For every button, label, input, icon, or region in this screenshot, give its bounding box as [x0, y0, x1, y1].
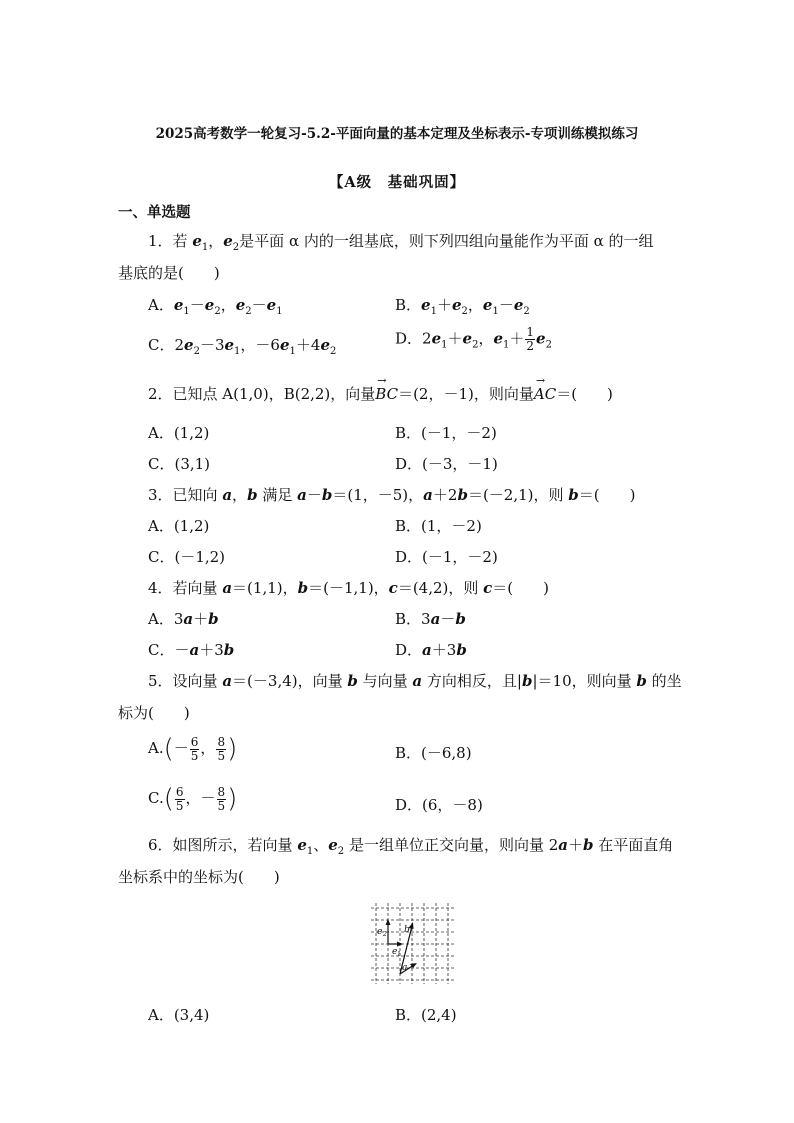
question-6: 6．如图所示，若向量 $e_1$、$e_2$ 是一组单位正交向量，则向量 2a＋b 在平面直角	[148, 836, 674, 857]
question-2: 2．已知点 A(1,0)，B(2,2)，向量→ BC＝(2，－1)，则向量→ AC＝( )	[148, 383, 613, 404]
q6-option-a[interactable]: A．(3,4)	[148, 1006, 210, 1024]
q3-option-a[interactable]: A．(1,2)	[148, 517, 210, 535]
svg-text:e: e	[392, 947, 398, 957]
q5-option-b[interactable]: B．(－6,8)	[395, 744, 472, 762]
vector-bc: → BC	[375, 385, 398, 403]
q3-option-d[interactable]: D．(－1，－2)	[395, 548, 498, 566]
svg-text:b: b	[404, 925, 410, 935]
svg-text:2: 2	[383, 931, 387, 938]
question-1: 1．若 $e_1$，$e_2$是平面 α 内的一组基底，则下列四组向量能作为平面 α 的一组	[148, 232, 654, 253]
q5-option-c[interactable]: C.( $\frac{6}{5}$ ，－ $\frac{8}{5}$ )	[148, 784, 238, 814]
fraction: $\frac{1}{2}$	[526, 325, 535, 353]
q3-option-b[interactable]: B．(1，－2)	[395, 517, 482, 535]
q2-option-d[interactable]: D．(－3，－1)	[395, 455, 498, 473]
question-4: 4．若向量 a＝(1,1)，b＝(－1,1)，c＝(4,2)，则 c＝( )	[148, 579, 549, 597]
svg-text:a: a	[402, 963, 408, 973]
level-heading: 【A级 基础巩固】	[328, 174, 466, 191]
q2-option-a[interactable]: A．(1,2)	[148, 424, 210, 442]
section-heading: 一、单选题	[118, 204, 191, 221]
q4-option-b[interactable]: B．3a－b	[395, 610, 466, 628]
q4-option-c[interactable]: C．－a＋3b	[148, 641, 235, 659]
q2-option-c[interactable]: C．(3,1)	[148, 455, 211, 473]
q6-option-b[interactable]: B．(2,4)	[395, 1006, 457, 1024]
q4-option-d[interactable]: D．a＋3b	[395, 641, 467, 659]
question-5-cont: 标为( )	[118, 704, 190, 722]
question-5: 5．设向量 a＝(－3,4)，向量 b 与向量 a 方向相反，且|b|＝10，则向量 b 的坐	[148, 672, 682, 690]
vector-grid-figure	[366, 898, 460, 990]
q3-option-c[interactable]: C．(－1,2)	[148, 548, 226, 566]
q2-option-b[interactable]: B．(－1，－2)	[395, 424, 497, 442]
q1-option-c[interactable]: C．$2e_2-3e_1$，$-6e_1+4e_2$	[148, 336, 337, 357]
svg-text:e: e	[377, 927, 383, 937]
q1-option-a[interactable]: A．$e_1-e_2$，$e_2-e_1$	[148, 296, 283, 317]
q5-option-d[interactable]: D．(6，－8)	[395, 796, 483, 814]
q5-option-a[interactable]: A.(－ $\frac{6}{5}$ ， $\frac{8}{5}$ )	[148, 734, 238, 764]
question-6-cont: 坐标系中的坐标为( )	[118, 868, 280, 886]
q4-option-a[interactable]: A．3a＋b	[148, 610, 219, 628]
vector-ac: → AC	[534, 385, 556, 403]
question-3: 3．已知向 a，b 满足 a－b＝(1，－5)，a＋2b＝(－2,1)，则 b＝( )	[148, 486, 636, 504]
q1-option-d[interactable]: D．$2e_1+e_2$，$e_1+$ $\frac{1}{2}$ $e_2$	[395, 325, 552, 353]
q1-option-b[interactable]: B．$e_1+e_2$，$e_1-e_2$	[395, 296, 530, 317]
page-title: 2025高考数学一轮复习-5.2-平面向量的基本定理及坐标表示-专项训练模拟练习	[155, 126, 639, 142]
svg-text:1: 1	[397, 951, 401, 958]
question-1-cont: 基底的是( )	[118, 264, 220, 282]
